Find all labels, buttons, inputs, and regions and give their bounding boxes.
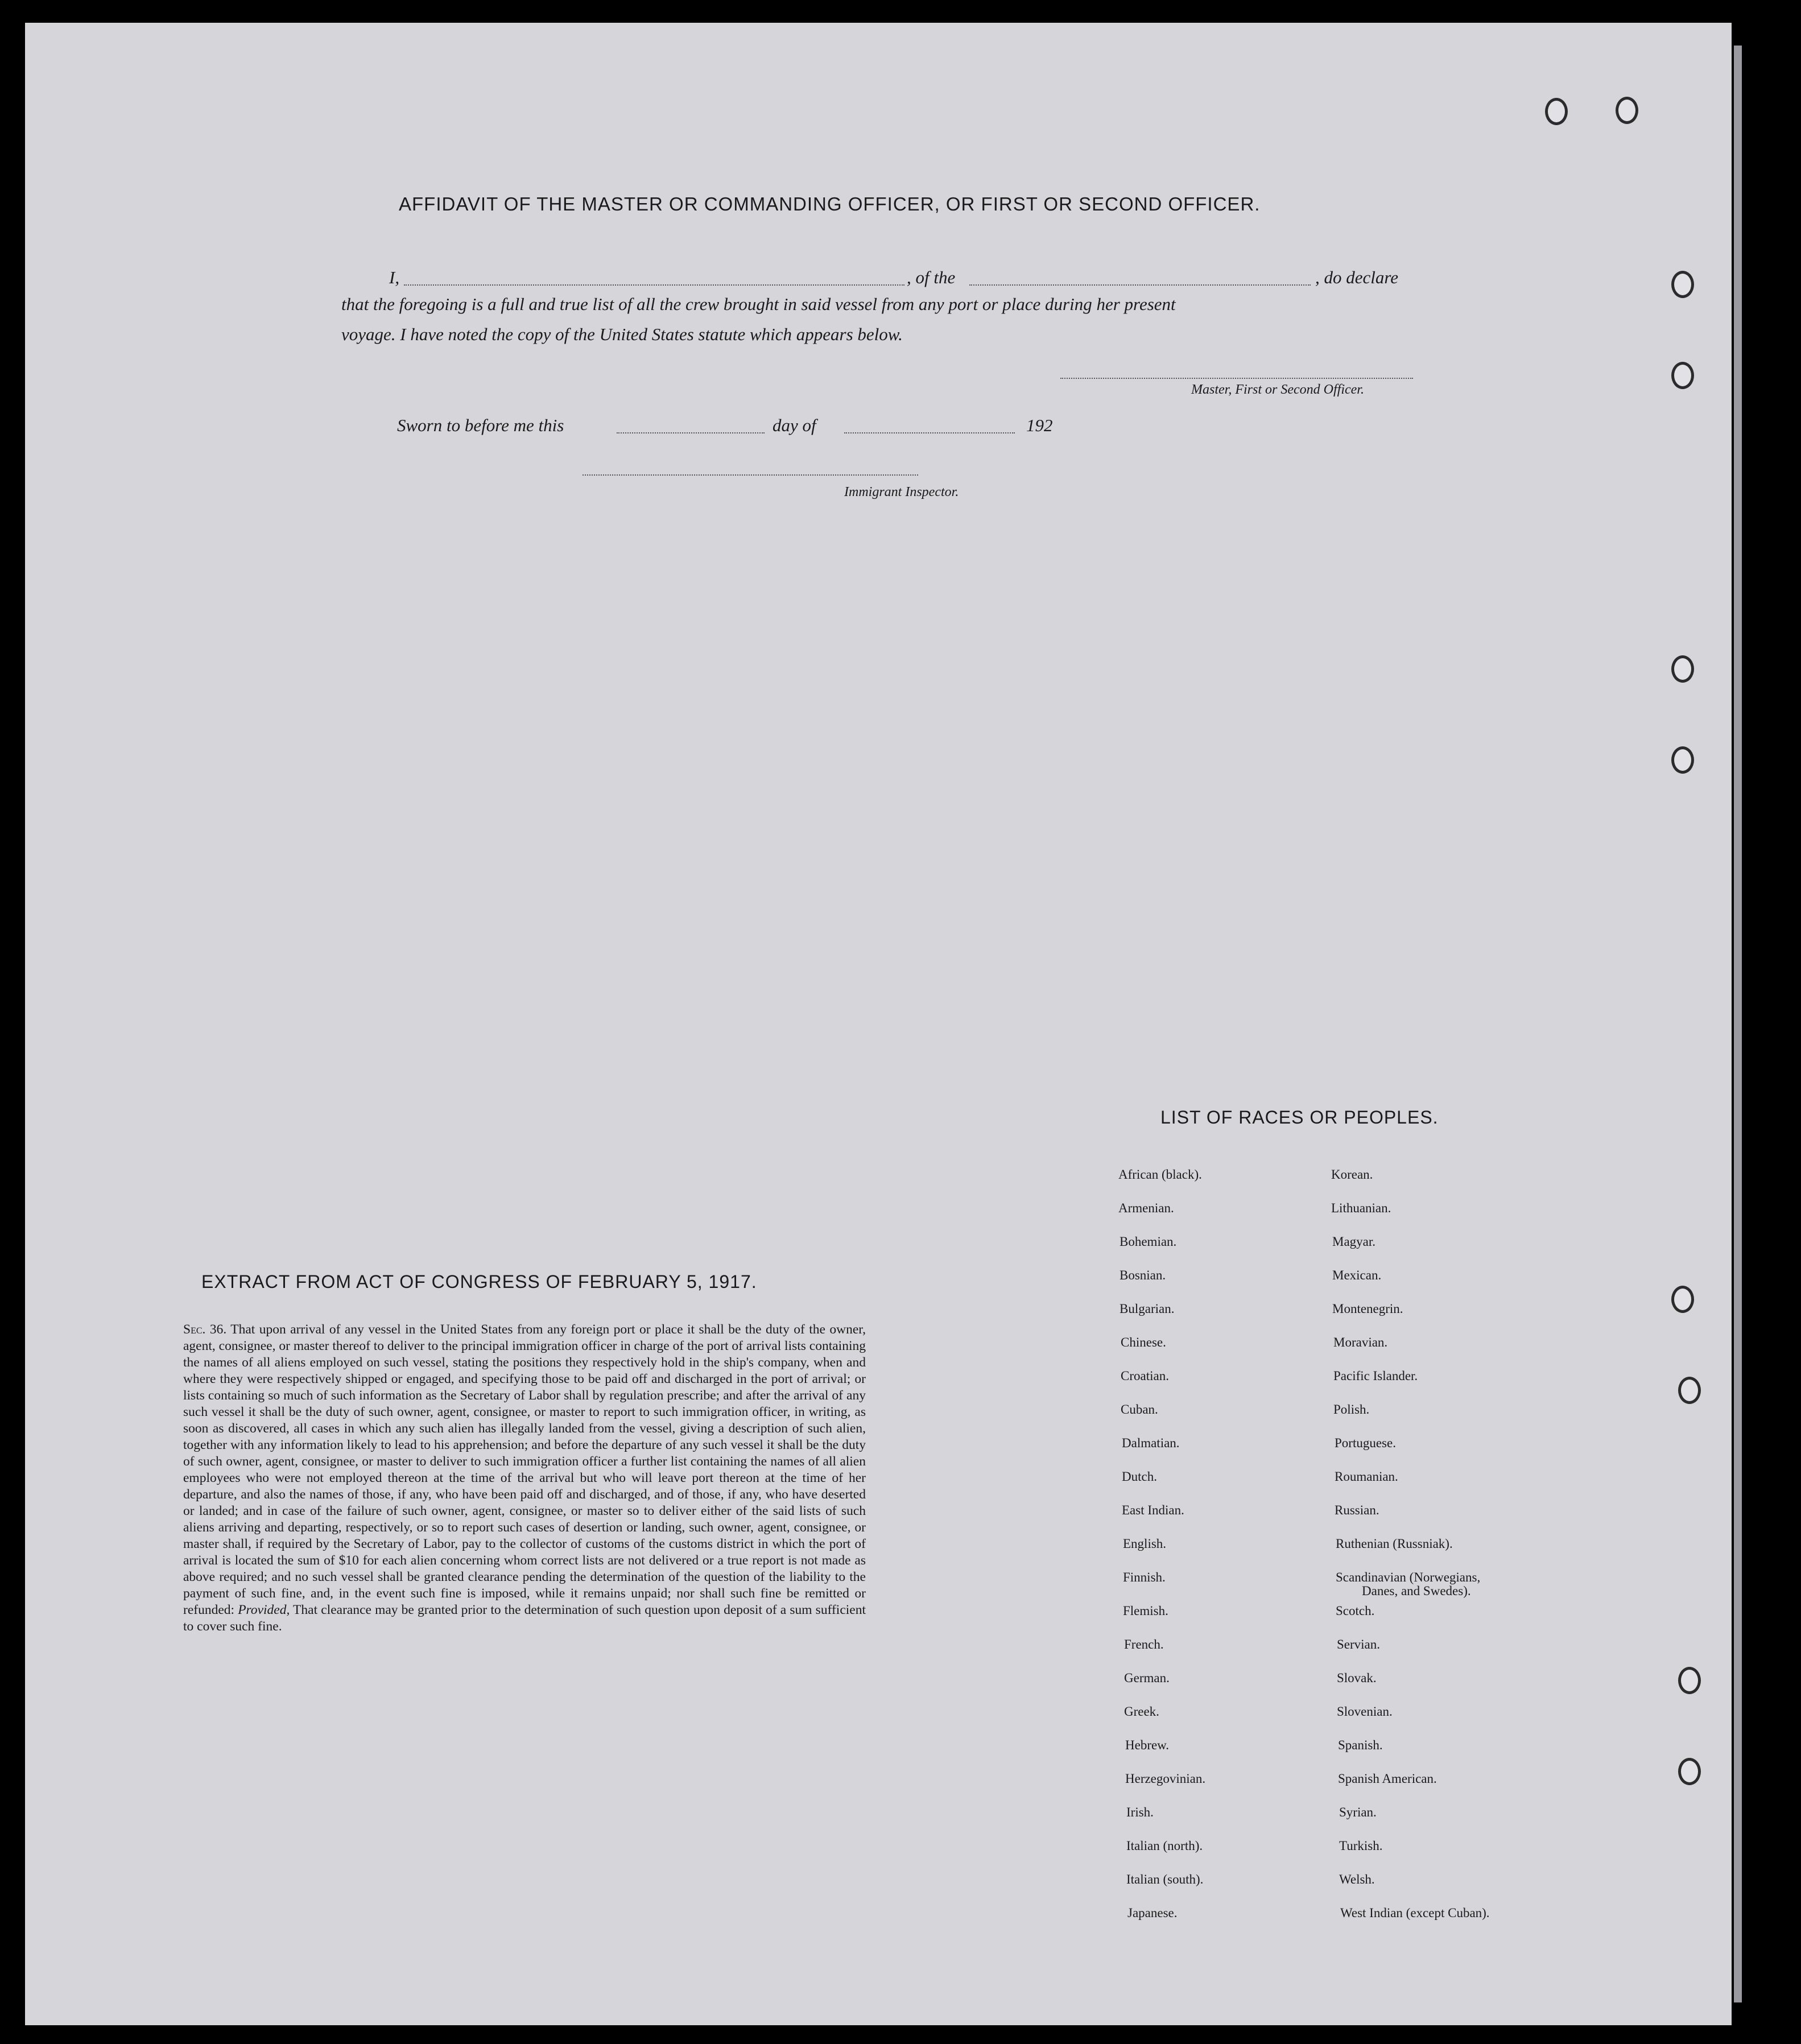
- inspector-caption: Immigrant Inspector.: [844, 485, 959, 499]
- race-item: Dalmatian.: [1122, 1436, 1180, 1450]
- sworn-day-line[interactable]: [617, 432, 765, 433]
- punch-hole-icon: [1671, 271, 1694, 298]
- races-title: LIST OF RACES OR PEOPLES.: [1160, 1107, 1439, 1128]
- race-item: Flemish.: [1123, 1604, 1168, 1618]
- punch-hole-icon: [1671, 1286, 1694, 1313]
- affidavit-of-the-label: , of the: [907, 267, 956, 287]
- race-item: Welsh.: [1339, 1872, 1375, 1886]
- race-item: Irish.: [1126, 1805, 1154, 1819]
- race-item: Servian.: [1337, 1637, 1381, 1651]
- page-edge: [1734, 46, 1742, 2002]
- punch-hole-icon: [1678, 1758, 1701, 1785]
- year-label: 192: [1026, 415, 1053, 435]
- vessel-name-line[interactable]: [969, 284, 1311, 286]
- race-item: Cuban.: [1121, 1402, 1158, 1417]
- affidavit-title: AFFIDAVIT OF THE MASTER OR COMMANDING OFFICER, OR FIRST OR SECOND OFFICER.: [399, 193, 1261, 214]
- punch-hole-icon: [1616, 97, 1638, 124]
- statute-body-end: That clearance may be granted prior to the determination of such question upon deposit of a sum sufficient to cover such fine.: [183, 1603, 866, 1634]
- race-item: Croatian.: [1121, 1369, 1169, 1383]
- race-item: Bohemian.: [1120, 1234, 1177, 1249]
- statute-provided: Provided,: [238, 1603, 290, 1617]
- race-item: Turkish.: [1339, 1839, 1383, 1853]
- race-item: Japanese.: [1127, 1906, 1178, 1920]
- master-signature-caption: Master, First or Second Officer.: [1191, 382, 1364, 397]
- affidavit-line-3: voyage. I have noted the copy of the United States statute which appears below.: [341, 324, 903, 344]
- race-item: Italian (north).: [1126, 1839, 1203, 1853]
- sworn-label: Sworn to before me this: [397, 415, 564, 435]
- punch-hole-icon: [1671, 655, 1694, 683]
- race-item: West Indian (except Cuban).: [1340, 1906, 1490, 1920]
- race-item: Portuguese.: [1335, 1436, 1396, 1450]
- race-item: Ruthenian (Russniak).: [1336, 1537, 1453, 1551]
- affidavit-i-label: I,: [389, 267, 400, 287]
- race-item: Pacific Islander.: [1333, 1369, 1418, 1383]
- race-item: African (black).: [1118, 1167, 1202, 1182]
- race-item-continued: Danes, and Swedes).: [1362, 1584, 1471, 1598]
- punch-hole-icon: [1671, 362, 1694, 389]
- race-item: Spanish.: [1338, 1738, 1383, 1752]
- race-item: Russian.: [1335, 1503, 1379, 1517]
- sworn-month-line[interactable]: [844, 432, 1015, 433]
- punch-hole-icon: [1545, 98, 1568, 125]
- race-item: East Indian.: [1122, 1503, 1184, 1517]
- race-item: Mexican.: [1332, 1268, 1382, 1282]
- race-item: Scotch.: [1336, 1604, 1375, 1618]
- race-item: English.: [1123, 1537, 1167, 1551]
- race-item: Hebrew.: [1125, 1738, 1170, 1752]
- race-item: Lithuanian.: [1331, 1201, 1391, 1215]
- manifest-page: [25, 23, 1732, 2025]
- master-name-line[interactable]: [404, 284, 904, 286]
- race-item: Armenian.: [1118, 1201, 1174, 1215]
- affidavit-declare-label: , do declare: [1315, 267, 1399, 287]
- race-item: Slovenian.: [1337, 1704, 1393, 1719]
- race-item: Italian (south).: [1126, 1872, 1204, 1886]
- race-item: German.: [1124, 1671, 1170, 1685]
- race-item: Greek.: [1124, 1704, 1159, 1719]
- race-item: Bosnian.: [1120, 1268, 1166, 1282]
- race-item: Spanish American.: [1338, 1772, 1437, 1786]
- statute-body: That upon arrival of any vessel in the United States from any foreign port or place it shall be the duty of the owner, agent, consignee, or master thereof to deliver to the principal immigration officer in charge of the port of arrival lists containing the names of all aliens employed on such vessel, stating the positions they respectively hold in the ship's company, when and where they were respectively shipped or engaged, and specifying those to be paid off and discharged in the port of arrival; or lists containing so much of such information as the Secretary of Labor shall by regulation prescribe; and after the arrival of any such vessel it shall be the duty of such owner, agent, consignee, or master to report to such immigration officer, in writing, as soon as discovered, all cases in which any such alien has illegally landed from the vessel, giving a description of such alien, together with any information likely to lead to his apprehension; and before the departure of any such vessel it shall be the duty of such owner, agent, consignee, or master to deliver to such immigration officer a further list containing the names of all alien employees who were not employed thereon at the time of the arrival but who will leave port thereon at the time of her departure, and also the names of those, if any, who have been paid off and discharged, and of those, if any, who have deserted or landed; and in case of the failure of such owner, agent, consignee, or master so to deliver either of the said lists of such aliens arriving and departing, respectively, or so to report such cases of desertion or landing, such owner, agent, consignee, or master shall, if required by the Secretary of Labor, pay to the collector of customs of the customs district in which the port of arrival is located the sum of $10 for each alien concerning whom correct lists are not delivered or a true report is not made as above required; and no such vessel shall be granted clearance pending the determination of the question of the liability to the payment of such fine, and, in the event such fine is imposed, while it remains unpaid; nor shall such fine be remitted or refunded:: [183, 1322, 866, 1617]
- punch-hole-icon: [1678, 1377, 1701, 1404]
- extract-title: EXTRACT FROM ACT OF CONGRESS OF FEBRUARY 5, 1917.: [201, 1271, 757, 1292]
- race-item: Korean.: [1331, 1167, 1373, 1182]
- race-item: Bulgarian.: [1120, 1302, 1175, 1316]
- race-item: Montenegrin.: [1332, 1302, 1403, 1316]
- race-item: Scandinavian (Norwegians,: [1336, 1570, 1481, 1584]
- affidavit-line-2: that the foregoing is a full and true list of all the crew brought in said vessel from any port or place during her present: [341, 294, 1176, 314]
- race-item: Moravian.: [1333, 1335, 1388, 1349]
- inspector-signature-line[interactable]: [583, 474, 918, 476]
- statute-section: Sec. 36.: [183, 1322, 227, 1337]
- day-of-label: day of: [773, 415, 816, 435]
- master-signature-line[interactable]: [1060, 378, 1413, 379]
- race-item: Finnish.: [1123, 1570, 1166, 1584]
- race-item: Slovak.: [1337, 1671, 1377, 1685]
- race-item: French.: [1124, 1637, 1164, 1651]
- statute-text: [183, 1322, 866, 1635]
- race-item: Roumanian.: [1335, 1469, 1398, 1484]
- race-item: Chinese.: [1121, 1335, 1166, 1349]
- race-item: Syrian.: [1339, 1805, 1377, 1819]
- race-item: Polish.: [1333, 1402, 1370, 1417]
- punch-hole-icon: [1678, 1667, 1701, 1694]
- race-item: Magyar.: [1332, 1234, 1376, 1249]
- race-item: Herzegovinian.: [1125, 1772, 1206, 1786]
- race-item: Dutch.: [1122, 1469, 1157, 1484]
- punch-hole-icon: [1671, 746, 1694, 774]
